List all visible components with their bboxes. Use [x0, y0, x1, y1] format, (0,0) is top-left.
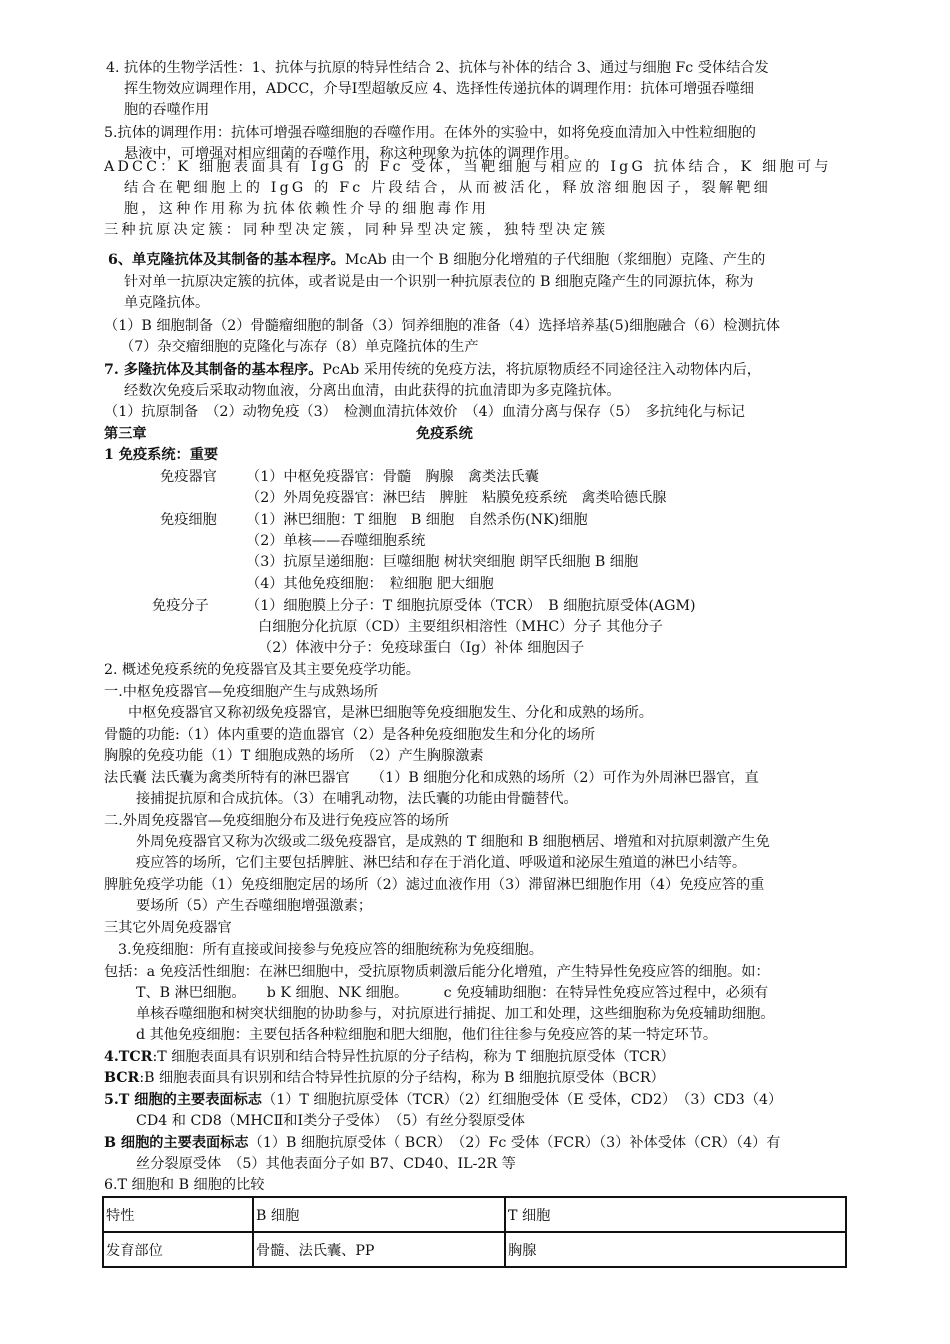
text-line: 外周免疫器官又称为次级或二级免疫器官，是成熟的 T 细胞和 B 细胞栖居、增殖和对抗原刺激产生免 — [136, 834, 770, 850]
category-label: 免疫分子 — [152, 598, 209, 614]
text-line: 2. 概述免疫系统的免疫器官及其主要免疫学功能。 — [104, 662, 420, 678]
table-cell: 骨髓、法氏囊、PP — [253, 1232, 505, 1267]
text-line: 白细胞分化抗原（CD）主要组织相溶性（MHC）分子 其他分子 — [258, 619, 663, 635]
text-line: 胸腺的免疫功能（1）T 细胞成熟的场所 （2）产生胸腺激素 — [104, 748, 484, 764]
text-span: :B 细胞表面具有识别和结合特异性抗原的分子结构，称为 B 细胞抗原受体（BCR） — [139, 1070, 665, 1086]
text-line: 中枢免疫器官又称初级免疫器官，是淋巴细胞等免疫细胞发生、分化和成熟的场所。 — [128, 705, 653, 721]
text-line: （4）其他免疫细胞： 粒细胞 肥大细胞 — [246, 576, 494, 592]
text-line: 胞，这种作用称为抗体依赖性介导的细胞毒作用 — [124, 201, 490, 217]
text-line: 包括：a 免疫活性细胞：在淋巴细胞中，受抗原物质刺激后能分化增殖，产生特异性免疫应答的细胞。如： — [104, 964, 770, 980]
term-label: BCR — [104, 1070, 140, 1086]
text-line: 针对单一抗原决定簇的抗体，或者说是由一个识别一种抗原表位的 B 细胞克隆产生的同源抗体，称为 — [124, 274, 754, 290]
text-line — [104, 1090, 782, 1111]
text-line: 接捕捉抗原和合成抗体。（3）在哺乳动物，法氏囊的功能由骨髓替代。 — [136, 791, 578, 807]
term-label: 5.T 细胞的主要表面标志 — [104, 1092, 262, 1108]
text-line: d 其他免疫细胞：主要包括各种粒细胞和肥大细胞，他们往往参与免疫应答的某一特定环节。 — [136, 1027, 718, 1043]
text-line: 要场所（5）产生吞噬细胞增强激素； — [136, 898, 373, 914]
text-line: （1）中枢免疫器官：骨髓 胸腺 禽类法氏囊 — [246, 469, 539, 485]
term-label: B 细胞的主要表面标志 — [104, 1135, 249, 1151]
category-label: 免疫细胞 — [160, 512, 217, 528]
text-line: ADCC：K 细胞表面具有 IgG 的 Fc 受体，当靶细胞与相应的 IgG 抗体结合，K 细胞可与 — [104, 159, 832, 175]
table-header-row — [103, 1197, 846, 1232]
text-line: （1）淋巴细胞：T 细胞 B 细胞 自然杀伤(NK)细胞 — [246, 512, 588, 528]
table-cell: 特性 — [103, 1197, 253, 1232]
text-line: 三其它外周免疫器官 — [104, 920, 232, 936]
text-line: 单克隆抗体。 — [124, 295, 210, 311]
table-cell: 胸腺 — [505, 1232, 846, 1267]
text-line: 二.外周免疫器官—免疫细胞分布及进行免疫应答的场所 — [104, 813, 450, 829]
table-cell: 发育部位 — [103, 1232, 253, 1267]
text-line: （2）单核——吞噬细胞系统 — [246, 533, 426, 549]
text-line: 5.抗体的调理作用：抗体可增强吞噬细胞的吞噬作用。在体外的实验中，如将免疫血清加入中性粒细胞的 — [104, 125, 756, 141]
category-label: 免疫器官 — [160, 469, 217, 485]
text-line: 挥生物效应调理作用，ADCC，介导Ⅰ型超敏反应 4、选择性传递抗体的调理作用：抗体可增强吞噬细 — [124, 81, 754, 97]
text-line: （7）杂交瘤细胞的克隆化与冻存（8）单克隆抗体的生产 — [120, 339, 479, 355]
text-line: 4. 抗体的生物学活性：1、抗体与抗原的特异性结合 2、抗体与补体的结合 3、通过与细胞 Fc 受体结合发 — [106, 60, 769, 76]
text-line: 经数次免疫后采取动物血液，分离出血清，由此获得的抗血清即为多克隆抗体。 — [124, 383, 621, 399]
text-line: 3.免疫细胞：所有直接或间接参与免疫应答的细胞统称为免疫细胞。 — [118, 942, 543, 958]
table-cell: B 细胞 — [253, 1197, 505, 1232]
section-heading: 6、单克隆抗体及其制备的基本程序。 — [108, 252, 345, 268]
text-line: 悬液中，可增强对相应细菌的吞噬作用，称这种现象为抗体的调理作用。 — [124, 146, 579, 162]
chapter-title: 免疫系统 — [416, 426, 473, 442]
table-cell: T 细胞 — [505, 1197, 846, 1232]
text-line: T、B 淋巴细胞。 b K 细胞、NK 细胞。 c 免疫辅助细胞：在特异性免疫应答过程中，必须有 — [136, 985, 769, 1001]
comparison-table — [102, 1196, 847, 1268]
text-line: 法氏囊 法氏囊为禽类所特有的淋巴器官 （1）B 细胞分化和成熟的场所（2）可作为外周淋巴器官，直 — [104, 770, 759, 786]
text-span: （1）B 细胞抗原受体（ BCR） （2）Fc 受体（FCR）（3）补体受体（CR）（4）有 — [248, 1135, 781, 1151]
text-line — [104, 1133, 780, 1154]
text-span: PcAb 采用传统的免疫方法，将抗原物质经不同途径注入动物体内后， — [322, 362, 761, 378]
text-line — [108, 250, 765, 271]
chapter-number: 第三章 — [104, 426, 147, 442]
text-line: （2）体液中分子：免疫球蛋白（Ig）补体 细胞因子 — [258, 640, 585, 656]
text-line: 三种抗原决定簇：同种型决定簇，同种异型决定簇，独特型决定簇 — [104, 222, 609, 238]
text-line: 胞的吞噬作用 — [124, 102, 210, 118]
text-line: 结合在靶细胞上的 IgG 的 Fc 片段结合，从而被活化，释放溶细胞因子，裂解靶细 — [124, 180, 772, 196]
table-row — [103, 1232, 846, 1267]
text-line: 一.中枢免疫器官—免疫细胞产生与成熟场所 — [104, 684, 379, 700]
text-line: 脾脏免疫学功能（1）免疫细胞定居的场所（2）滤过血液作用（3）滞留淋巴细胞作用（4）免疫应答的重 — [104, 877, 765, 893]
text-line: 丝分裂原受体 （5）其他表面分子如 B7、CD40、IL-2R 等 — [136, 1156, 516, 1172]
text-line — [104, 1047, 675, 1068]
text-line: （3）抗原呈递细胞：巨噬细胞 树状突细胞 朗罕氏细胞 B 细胞 — [246, 554, 639, 570]
term-label: 4.TCR — [104, 1049, 153, 1065]
text-line: 单核吞噬细胞和树突状细胞的协助参与，对抗原进行捕捉、加工和处理，这些细胞称为免疫辅助细胞。 — [136, 1006, 775, 1022]
text-line: （1）抗原制备 （2）动物免疫（3） 检测血清抗体效价 （4）血清分离与保存（5） 多抗纯化与标记 — [104, 404, 745, 420]
text-line — [104, 1068, 665, 1089]
text-line: 6.T 细胞和 B 细胞的比较 — [104, 1177, 265, 1193]
text-line: （1）B 细胞制备（2）骨髓瘤细胞的制备（3）饲养细胞的准备（4）选择培养基(5)细胞融合（6）检测抗体 — [104, 318, 781, 334]
text-line — [104, 360, 761, 381]
text-span: :T 细胞表面具有识别和结合特异性抗原的分子结构，称为 T 细胞抗原受体（TCR） — [152, 1049, 675, 1065]
section-heading: 1 免疫系统：重要 — [104, 447, 219, 463]
text-line: （1）细胞膜上分子：T 细胞抗原受体（TCR） B 细胞抗原受体(AGM) — [246, 598, 696, 614]
section-heading: 7. 多隆抗体及其制备的基本程序。 — [104, 362, 323, 378]
text-line: 疫应答的场所，它们主要包括脾脏、淋巴结和存在于消化道、呼吸道和泌尿生殖道的淋巴小结等。 — [136, 855, 747, 871]
text-line: 骨髓的功能:（1）体内重要的造血器官（2）是各种免疫细胞发生和分化的场所 — [104, 727, 596, 743]
text-line: CD4 和 CD8（MHCⅡ和Ⅰ类分子受体） （5）有丝分裂原受体 — [136, 1113, 525, 1129]
text-line: （2）外周免疫器官：淋巴结 脾脏 粘膜免疫系统 禽类哈德氏腺 — [246, 490, 667, 506]
text-span: （1）T 细胞抗原受体（TCR）（2）红细胞受体（E 受体，CD2） （3）CD3（4） — [262, 1092, 783, 1108]
text-span: McAb 由一个 B 细胞分化增殖的子代细胞（浆细胞）克隆、产生的 — [344, 252, 766, 268]
